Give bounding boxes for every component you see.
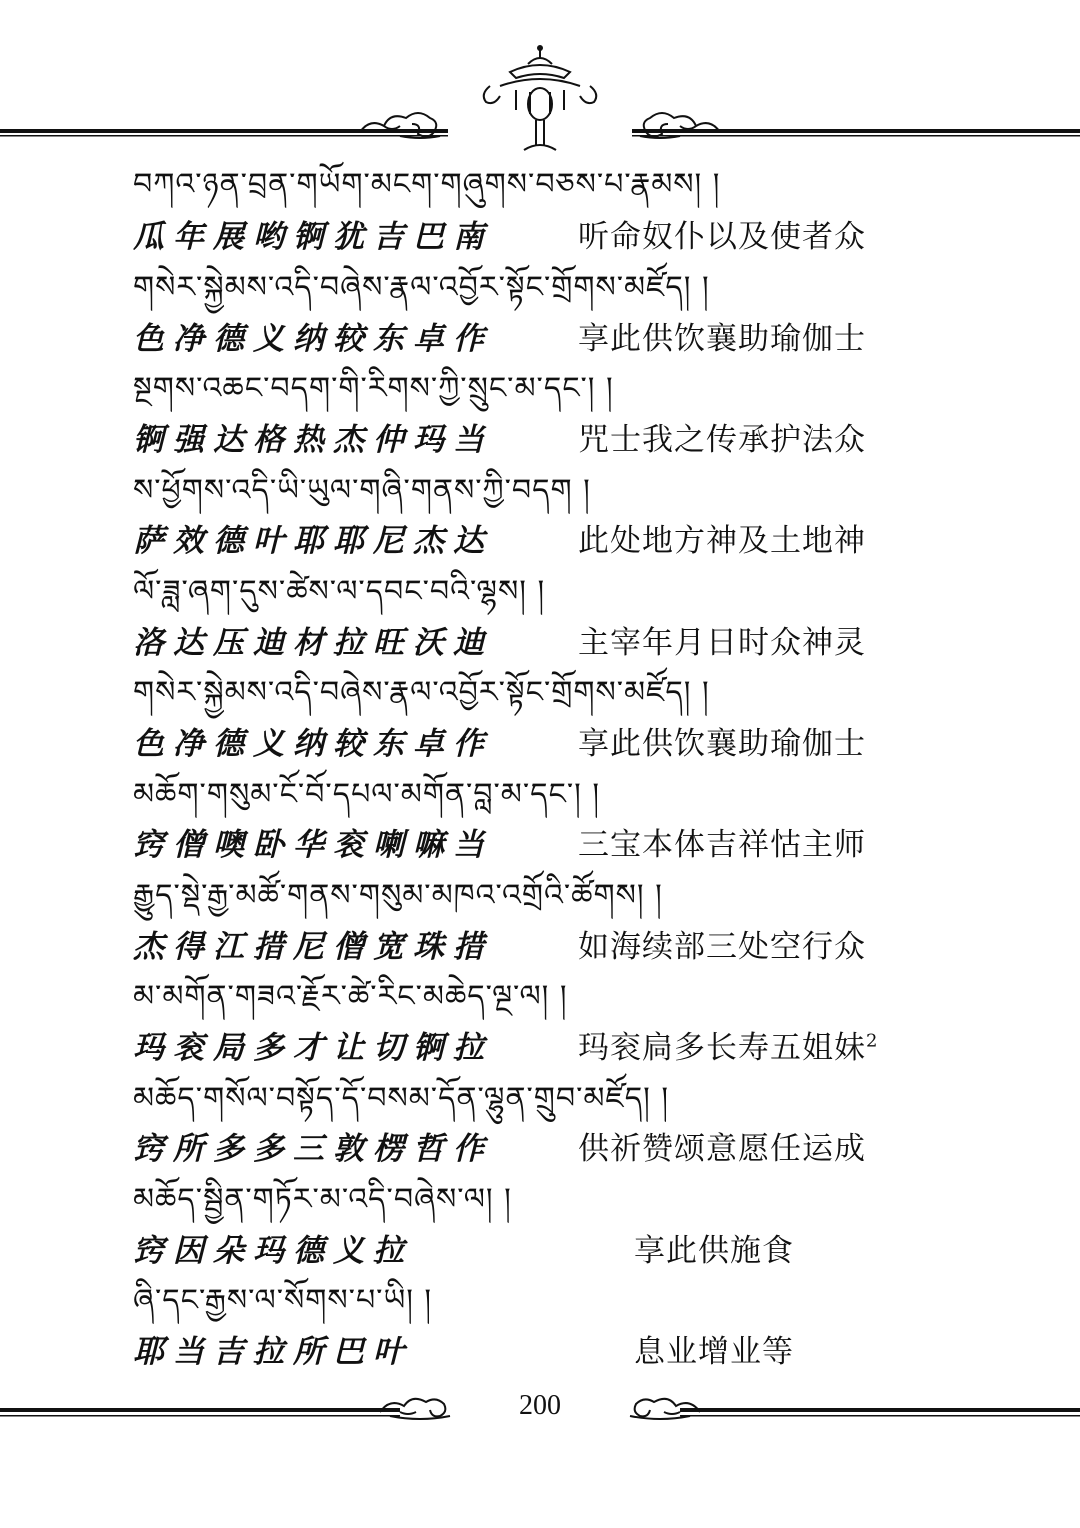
tibetan-line: གསེར་སྐྱེམས་འདི་བཞེས་རྣལ་འབྱོར་སྟོང་གྲོགས་མཛོད། ། [133,270,710,305]
footnote-marker: 2 [866,1030,878,1052]
transliteration-line: 耶当吉拉所巴叶 [133,1334,413,1370]
transliteration-line: 萨效德叶耶耶尼杰达 [133,523,493,559]
transliteration-line: 色净德义纳较东卓作 [133,321,493,357]
chinese-line: 听命奴仆以及使者众 [578,219,866,255]
transliteration-line: 洛达压迪材拉旺沃迪 [133,625,493,661]
chinese-line: 享此供饮襄助瑜伽士 [578,321,866,357]
chinese-line: 享此供施食 [634,1233,794,1269]
tibetan-line: མཆོད་གསོལ་བསྟོད་དོ་བསམ་དོན་ལྷུན་གྲུབ་མཛོད། ། [133,1081,670,1116]
transliteration-line: 窍僧噢卧华衮喇嘛当 [133,827,493,863]
transliteration-line: 玛衮局多才让切锕拉 [133,1030,493,1066]
tibetan-line: མ་མགོན་གཟའ་རྗོར་ཚེ་རིང་མཆེད་ལྔ་ལ། ། [133,979,568,1014]
chinese-line: 供祈赞颂意愿任运成 [578,1131,866,1167]
chinese-line: 享此供饮襄助瑜伽士 [578,726,866,762]
chinese-line: 此处地方神及土地神 [578,523,866,559]
tibetan-line: མཆོད་སྦྱིན་གཏོར་མ་འདི་བཞེས་ལ། ། [133,1182,512,1217]
chinese-line [578,1026,877,1070]
chinese-line: 三宝本体吉祥怙主师 [578,827,866,863]
tibetan-line: གསེར་སྐྱེམས་འདི་བཞེས་རྣལ་འབྱོར་སྟོང་གྲོགས་མཛོད། ། [133,675,710,710]
transliteration-line: 杰得江措尼僧宽珠措 [133,929,493,965]
transliteration-line: 锕强达格热杰仲玛当 [133,422,493,458]
tibetan-line: ཞི་དང་རྒྱས་ལ་སོགས་པ་ཡི། ། [133,1283,433,1318]
transliteration-line: 窍因朵玛德义拉 [133,1233,413,1269]
tibetan-line: མཆོག་གསུམ་ངོ་བོ་དཔལ་མགོན་བླ་མ་དང་། ། [133,777,601,812]
chinese-line-text: 玛衮扃多长寿五姐妹 [578,1030,866,1066]
tibetan-line: ལོ་ཟླ་ཞག་དུས་ཚེས་ལ་དབང་བའི་ལྷས། ། [133,574,546,609]
chinese-line: 如海续部三处空行众 [578,929,866,965]
tibetan-line: རྒྱུད་སྡེ་རྒྱ་མཚོ་གནས་གསུམ་མཁའ་འགྲོའི་ཚོགས། ། [133,878,663,913]
transliteration-line: 色净德义纳较东卓作 [133,726,493,762]
transliteration-line: 瓜年展哟锕犹吉巴南 [133,219,493,255]
tibetan-line: བཀའ་ཉན་བྲན་གཡོག་མངག་གཞུགས་བཅས་པ་རྣམས། ། [133,167,721,202]
chinese-line: 息业增业等 [634,1334,794,1370]
chinese-line: 主宰年月日时众神灵 [578,625,866,661]
tibetan-line: སྔགས་འཆང་བདག་གི་རིགས་ཀྱི་སྲུང་མ་དང་། ། [133,371,614,406]
transliteration-line: 窍所多多三敦楞哲作 [133,1131,493,1167]
chinese-line: 咒士我之传承护法众 [578,422,866,458]
tibetan-line: ས་ཕྱོགས་འདི་ཡི་ཡུལ་གཞི་གནས་ཀྱི་བདག ། [133,473,591,508]
page-number: 200 [519,1390,561,1421]
